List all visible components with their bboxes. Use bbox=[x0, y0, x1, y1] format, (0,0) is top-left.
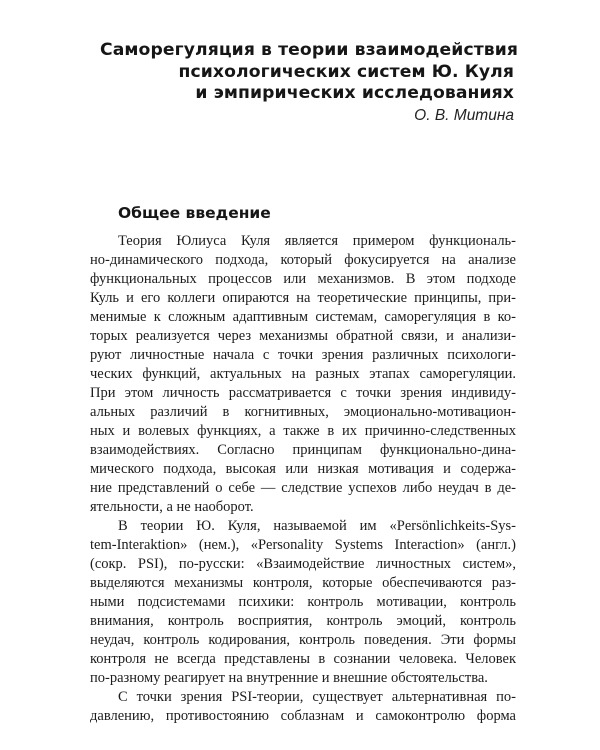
text-line: давлению, противостоянию соблазнам и самоконтролю форма bbox=[90, 708, 516, 724]
text-line: мического подхода, высокая или низкая мотивация и содержа- bbox=[90, 461, 516, 477]
section-heading: Общее введение bbox=[118, 204, 271, 222]
text-line: неудач, контроль кодирования, контроль поведения. Эти формы bbox=[90, 632, 516, 648]
text-line: tem-Interaktion» (нем.), «Personality Systems Interaction» (англ.) bbox=[90, 537, 516, 553]
text-line: но-динамического подхода, который фокусируется на анализе bbox=[90, 252, 516, 268]
text-line: функциональных процессов или механизмов. В этом подходе bbox=[90, 271, 516, 287]
text-line: ние представлений о себе — следствие успехов либо неудач в де- bbox=[90, 480, 516, 496]
text-line: ятельности, а не наоборот. bbox=[90, 499, 254, 515]
text-line: менимые к сложным адаптивным системам, саморегуляция в ко- bbox=[90, 309, 516, 325]
text-line: контроля не всегда представлены в сознании человека. Человек bbox=[90, 651, 516, 667]
chapter-title-line-1: Саморегуляция в теории взаимодействия bbox=[100, 40, 519, 60]
text-line: ными подсистемами психики: контроль мотивации, контроль bbox=[90, 594, 516, 610]
chapter-title-line-3: и эмпирических исследованиях bbox=[195, 83, 514, 103]
chapter-title-line-2: психологических систем Ю. Куля bbox=[178, 61, 514, 82]
text-line: ных и волевых функциях, а также в их причинно-следственных bbox=[90, 423, 516, 439]
text-line: выделяются механизмы контроля, которые обеспечиваются раз- bbox=[90, 575, 516, 591]
chapter-title bbox=[100, 40, 519, 105]
text-line: руют личностные начала с точки зрения различных психологи- bbox=[90, 347, 516, 363]
author-name: О. В. Митина bbox=[414, 107, 514, 124]
text-line: При этом личность рассматривается с точки зрения индивиду- bbox=[90, 385, 516, 401]
text-line: торых реализуется через механизмы обратной связи, и анализи- bbox=[90, 328, 516, 344]
text-line: внимания, контроль восприятия, контроль эмоций, контроль bbox=[90, 613, 516, 629]
text-line: ческих функций, актуальных на разных этапах саморегуляции. bbox=[90, 366, 516, 382]
text-line: В теории Ю. Куля, называемой им «Persönlichkeits-Sys- bbox=[118, 518, 516, 534]
text-line: С точки зрения PSI-теории, существует альтернативная по- bbox=[118, 689, 516, 705]
text-line: взаимодействиях. Согласно принципам функционально-дина- bbox=[90, 442, 516, 458]
text-line: по-разному реагирует на внутренние и внешние обстоятельства. bbox=[90, 670, 488, 686]
text-line: Теория Юлиуса Куля является примером функциональ- bbox=[118, 233, 516, 249]
text-line: (сокр. PSI), по-русски: «Взаимодействие личностных систем», bbox=[90, 556, 516, 572]
text-line: Куль и его коллеги опираются на теоретические принципы, при- bbox=[90, 290, 516, 306]
body-text bbox=[90, 232, 516, 726]
text-line: альных различий в когнитивных, эмоционально-мотивацион- bbox=[90, 404, 516, 420]
